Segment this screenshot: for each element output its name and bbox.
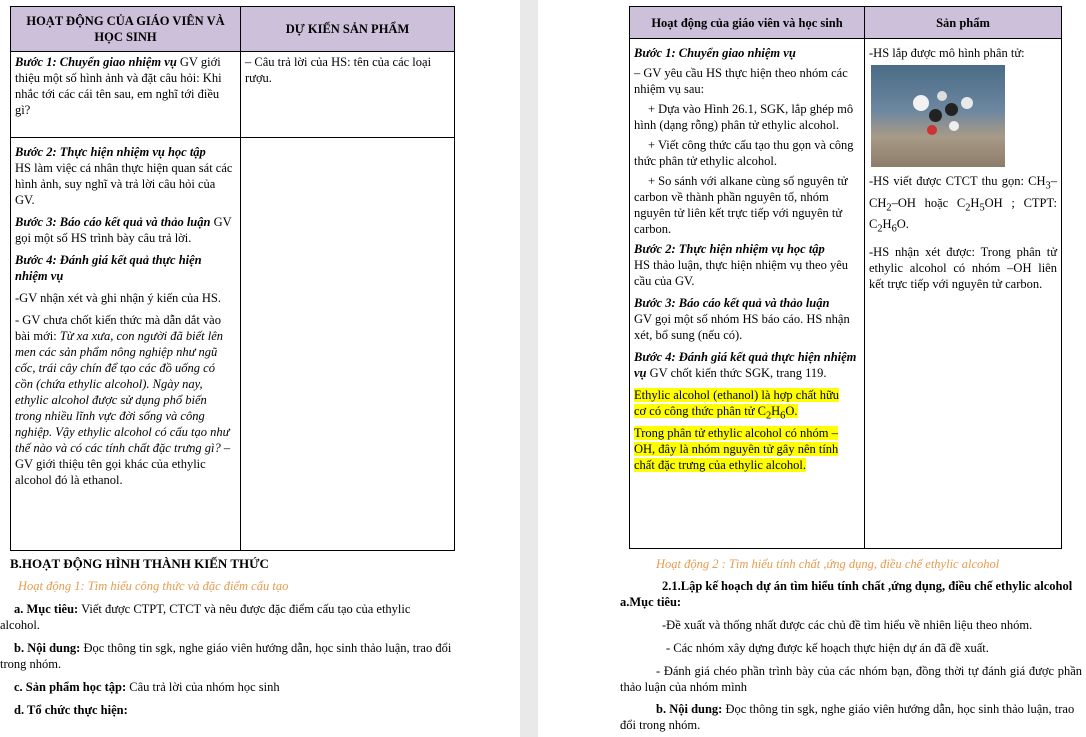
right-lesson-table <box>629 6 1062 549</box>
left-step4-p2b: GV giới thiệu tên gọi khác của ethylic alcohol đó là ethanol. <box>15 457 206 487</box>
hl-sub-1: 2 <box>765 410 772 422</box>
ctct-sub-3: 2 <box>965 202 971 213</box>
right-step4-text: GV chốt kiến thức SGK, trang 119. <box>646 366 827 380</box>
left-goal <box>0 601 440 633</box>
section-title: B.HOẠT ĐỘNG HÌNH THÀNH KIẾN THỨC <box>10 556 269 571</box>
right-steps-cell <box>630 39 865 549</box>
right-goal3: - Đánh giá chéo phần trình bày của các nhóm bạn, đồng thời tự đánh giá được phần thảo luận của nhóm mình <box>620 664 1082 694</box>
left-content <box>0 640 468 672</box>
ctct-g: O. <box>896 217 909 231</box>
left-product1-cell: – Câu trả lời của HS: tên của các loại rượu. <box>241 52 455 138</box>
right-highlight-oh: Trong phân tử ethylic alcohol có nhóm –OH, đây là nhóm nguyên tử gây nên tính chất đặc trưng của ethylic alcohol. <box>634 425 839 472</box>
ctct-sub-1: 3 <box>1045 180 1051 192</box>
left-step4-p2-italic: Từ xa xưa, con người đã biết lên men các sản phẩm nông nghiệp như ngũ cốc, trái cây chín để tạo các đồ uống có cồn (chứa ethylic alcohol). Ngày nay, ethylic alcohol được sử dụng phổ biến trong nhiều lĩnh vực đời sống và công nghiệp. Vậy ethylic alcohol có cấu tạo như thế nào và có các tính chất đặc trưng gì? – <box>15 329 231 455</box>
right-header-activity: Hoạt động của giáo viên và học sinh <box>630 7 865 39</box>
ctct-f: H <box>882 217 892 231</box>
left-step1-cell <box>11 52 241 138</box>
right-header-product: Sản phẩm <box>865 7 1062 39</box>
right-task2: + Viết công thức cấu tạo thu gọn và công thức phân tử ethylic alcohol. <box>634 138 854 168</box>
left-step1-label: Bước 1: Chuyển giao nhiệm vụ <box>15 55 177 69</box>
ctct-sub-5: 2 <box>877 223 883 235</box>
left-organization-label: d. Tổ chức thực hiện: <box>14 703 128 717</box>
left-header-product: DỰ KIẾN SẢN PHẨM <box>241 7 455 52</box>
right-products-cell <box>865 39 1062 549</box>
left-content-label: b. Nội dung: <box>14 641 81 655</box>
left-step3-label: Bước 3: Báo cáo kết quả và thảo luận <box>15 215 211 229</box>
right-page <box>538 0 1086 737</box>
right-content-text: Đọc thông tin sgk, nghe giáo viên hướng dẫn, học sinh thảo luận, trao đổi trong nhóm. <box>620 702 1075 732</box>
right-goal1: -Đề xuất và thống nhất được các chủ đề tìm hiểu về nhiên liệu theo nhóm. <box>662 618 1033 632</box>
right-highlight-formula <box>634 387 846 425</box>
ctct-sub-6: 6 <box>891 223 897 235</box>
right-plan-heading: 2.1.Lập kế hoạch dự án tìm hiểu tính chất ,ứng dụng, điều chế ethylic alcohol a.Mục tiêu: <box>620 579 1073 609</box>
ctct-b: –CH <box>869 174 1057 210</box>
right-step1-text: – GV yêu cầu HS thực hiện theo nhóm các nhiệm vụ sau: <box>634 66 848 96</box>
left-step3-text: GV gọi một số HS trình bày câu trả lời. <box>15 215 232 245</box>
page-gutter <box>520 0 538 737</box>
right-step1-label: Bước 1: Chuyển giao nhiệm vụ <box>634 46 796 60</box>
left-goal-label: a. Mục tiêu: <box>14 602 79 616</box>
hl-formula-b: H <box>771 404 781 418</box>
ctct-sub-2: 2 <box>886 202 892 213</box>
right-task1: + Dựa vào Hình 26.1, SGK, lắp ghép mô hình (dạng rỗng) phân tử ethylic alcohol. <box>634 102 854 132</box>
left-lesson-table <box>10 6 455 551</box>
activity2-heading: Hoạt động 2 : Tìm hiểu tính chất ,ứng dụng, điều chế ethylic alcohol <box>656 557 1000 571</box>
activity1-heading: Hoạt động 1: Tìm hiểu công thức và đặc điểm cấu tạo <box>18 579 289 593</box>
right-goal2: - Các nhóm xây dựng được kế hoạch thực hiện dự án đã đề xuất. <box>666 641 989 655</box>
hl-formula-c: O. <box>785 404 798 418</box>
left-steps-cell <box>11 138 241 551</box>
ctct-c: –OH hoặc C <box>891 195 966 210</box>
left-content-text: Đọc thông tin sgk, nghe giáo viên hướng dẫn, học sinh thảo luận, trao đổi trong nhóm. <box>0 641 452 671</box>
right-product-p1: -HS lắp được mô hình phân tử: <box>869 46 1025 60</box>
left-step1-text: GV giới thiệu một số hình ảnh và đặt câu hỏi: Khi nhắc tới các cái tên sau, em nghĩ tới điều gì? <box>15 55 222 117</box>
left-page <box>0 0 520 737</box>
left-step4-label: Bước 4: Đánh giá kết quả thực hiện nhiệm vụ <box>15 253 202 283</box>
left-header-activity: HOẠT ĐỘNG CỦA GIÁO VIÊN VÀ HỌC SINH <box>11 7 241 52</box>
ctct-sub-4: 5 <box>979 202 985 213</box>
left-empty-product-cell <box>241 138 455 551</box>
right-step4-label: Bước 4: Đánh giá kết quả thực hiện nhiệm vụ <box>634 350 857 380</box>
hl-formula-a: Ethylic alcohol (ethanol) là hợp chất hữu cơ có công thức phân tử C <box>634 388 839 418</box>
left-goal-text: Viết được CTPT, CTCT và nêu được đặc điểm cấu tạo của ethylic alcohol. <box>0 602 411 632</box>
ethanol-model-image <box>871 65 1005 167</box>
right-step3-text: GV gọi một số nhóm HS báo cáo. HS nhận xét, bổ sung (nếu có). <box>634 312 850 342</box>
right-step2-label: Bước 2: Thực hiện nhiệm vụ học tập <box>634 242 825 256</box>
hl-sub-2: 6 <box>780 410 786 422</box>
right-step2-text: HS thảo luận, thực hiện nhiệm vụ theo yêu cầu của GV. <box>634 258 849 288</box>
right-task3: + So sánh với alkane cùng số nguyên tử carbon về thành phần nguyên tố, nhóm nguyên tử liên kết trực tiếp với nguyên tử carbon. <box>634 174 848 236</box>
right-step3-label: Bước 3: Báo cáo kết quả và thảo luận <box>634 296 830 310</box>
left-step2-label: Bước 2: Thực hiện nhiệm vụ học tập <box>15 145 206 159</box>
ctct-d: H <box>970 195 980 210</box>
right-content-label: b. Nội dung: <box>656 702 723 716</box>
left-step2-text: HS làm việc cá nhân thực hiện quan sát các hình ảnh, suy nghĩ và trả lời câu hỏi của GV. <box>15 161 233 207</box>
ctct-a: -HS viết được CTCT thu gọn: CH <box>869 174 1046 188</box>
left-product-label: c. Sản phẩm học tập: <box>14 680 127 694</box>
left-product <box>14 679 280 695</box>
right-product-p2 <box>869 173 1057 238</box>
left-step4-p1: -GV nhận xét và ghi nhận ý kiến của HS. <box>15 291 221 305</box>
ctct-e: OH ; CTPT: C <box>869 195 1057 231</box>
right-product-p3: -HS nhận xét được: Trong phân tử ethylic alcohol có nhóm –OH liên kết trực tiếp với nguyên tử carbon. <box>869 244 1057 291</box>
left-step4-p2a: - GV chưa chốt kiến thức mà dẫn dắt vào bài mới: <box>15 313 221 343</box>
left-product-text: Câu trả lời của nhóm học sinh <box>126 680 280 694</box>
right-content <box>620 701 1082 733</box>
